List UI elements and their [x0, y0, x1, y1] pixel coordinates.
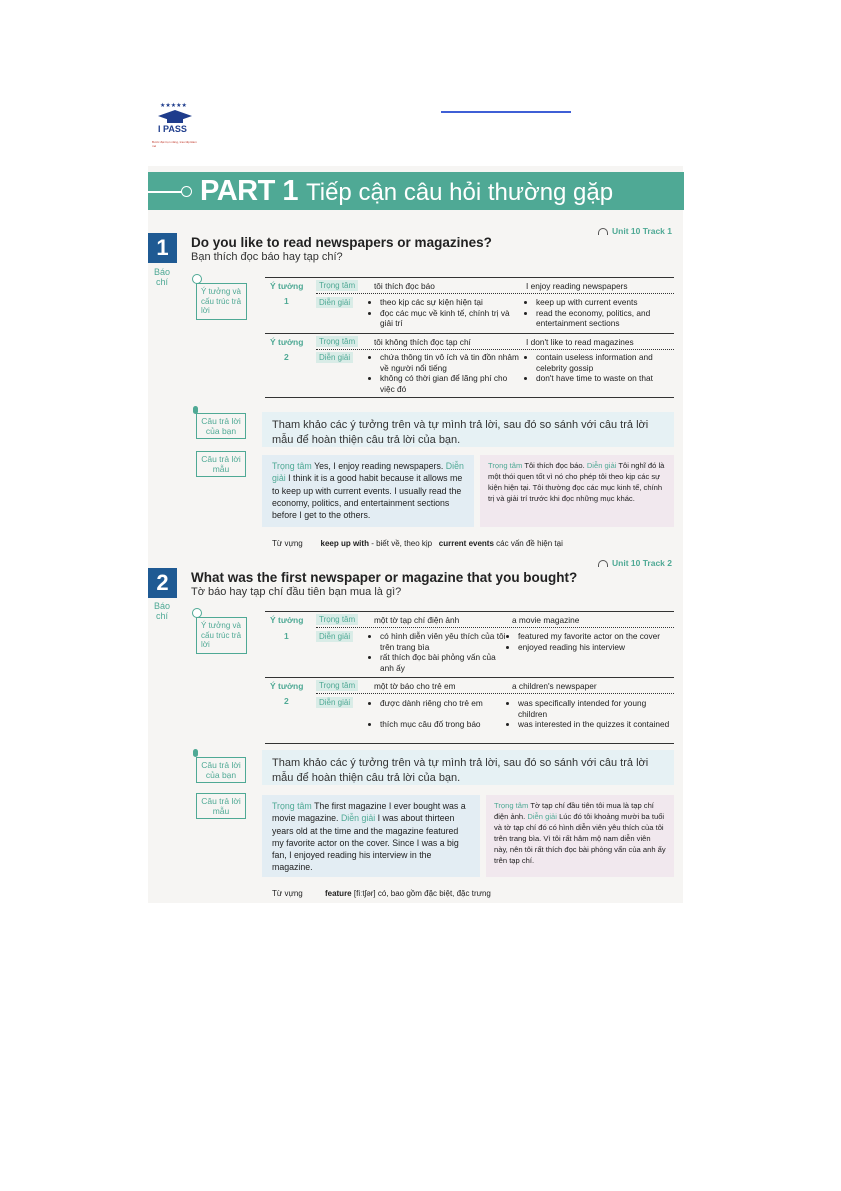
explain-marker: Diễn giải — [527, 812, 557, 821]
dotted-rule — [316, 627, 674, 628]
vocab-line — [272, 889, 491, 898]
focus-en: I don't like to read magazines — [526, 337, 634, 347]
explain-en-list — [528, 297, 674, 329]
vocab-label: Từ vựng — [272, 539, 303, 548]
vocab-term: keep up with — [320, 539, 369, 548]
idea-structure-label: Ý tưởng và cấu trúc trả lời — [196, 617, 247, 654]
focus-marker: Trọng tâm — [272, 801, 312, 811]
explain-tag: Diễn giải — [316, 352, 353, 363]
list-item: • read the economy, politics, and entertainment sections — [536, 308, 674, 329]
table-top-rule — [265, 277, 674, 278]
logo-text: I PASS — [158, 124, 187, 134]
list-item: • được dành riêng cho trẻ em — [380, 698, 506, 709]
focus-tag: Trọng tâm — [316, 614, 358, 625]
explain-marker: Diễn giải — [586, 461, 617, 470]
your-answer-label: Câu trả lời của bạn — [196, 757, 246, 783]
track-label: Unit 10 Track 1 — [612, 226, 673, 236]
practice-prompt: Tham khảo các ý tưởng trên và tự mình trả lời, sau đó so sánh với câu trả lời mẫu để hoàn thiện câu trả lời của bạn. — [262, 412, 674, 447]
focus-vn: một tờ tạp chí điện ảnh — [374, 615, 460, 625]
vocab-def: - biết về, theo kịp — [371, 539, 433, 548]
question-vn: Bạn thích đọc báo hay tạp chí? — [191, 251, 343, 263]
ipass-logo — [150, 100, 200, 150]
focus-marker: Trọng tâm — [488, 461, 523, 470]
header-link-underline — [441, 111, 571, 113]
idea-number: 1 — [284, 631, 289, 641]
explain-tag: Diễn giải — [316, 631, 353, 642]
focus-vn: tôi thích đọc báo — [374, 281, 435, 291]
explain-vn-list — [372, 631, 506, 673]
vocab-pron: [fiːtʃər] — [353, 889, 376, 898]
explain-marker: Diễn giải — [340, 813, 376, 824]
idea-number: 1 — [284, 296, 289, 306]
question-number: 2 — [148, 568, 177, 598]
list-item: • contain useless information and celebrity gossip — [536, 352, 674, 373]
dotted-rule — [316, 293, 674, 294]
list-item: • theo kịp các sự kiện hiện tại — [380, 297, 520, 308]
explain-tag: Diễn giải — [316, 697, 353, 708]
focus-tag: Trọng tâm — [316, 280, 358, 291]
svg-text:★★★★★: ★★★★★ — [160, 102, 187, 109]
question-vn: Tờ báo hay tạp chí đầu tiên bạn mua là gì? — [191, 586, 402, 598]
explain-tag: Diễn giải — [316, 297, 353, 308]
idea-label: Ý tưởng — [270, 615, 304, 625]
part-label: PART 1 — [200, 175, 298, 207]
idea-label: Ý tưởng — [270, 281, 304, 291]
list-item: • keep up with current events — [536, 297, 674, 308]
idea-structure-label: Ý tưởng và cấu trúc trả lời — [196, 283, 247, 320]
sample-focus: Yes, I enjoy reading newspapers. — [314, 461, 444, 471]
your-answer-label: Câu trả lời của bạn — [196, 413, 246, 439]
table-mid-rule — [265, 333, 674, 334]
vocab-def: có, bao gồm đặc biệt, đặc trưng — [377, 889, 491, 898]
vocab-label: Từ vựng — [272, 889, 303, 898]
focus-vn: một tờ báo cho trẻ em — [374, 681, 456, 691]
explain-vn-list — [372, 352, 520, 394]
vocab-line — [272, 539, 563, 548]
audio-track[interactable] — [598, 558, 672, 568]
list-item: • rất thích đọc bài phỏng vấn của anh ấy — [380, 652, 506, 673]
focus-en: a movie magazine — [512, 615, 580, 625]
sample-focus: Tôi thích đọc báo. — [524, 461, 585, 470]
list-item: • featured my favorite actor on the cover — [518, 631, 674, 642]
focus-vn: tôi không thích đọc tạp chí — [374, 337, 471, 347]
idea-label: Ý tưởng — [270, 337, 304, 347]
audio-track[interactable] — [598, 226, 672, 236]
track-label: Unit 10 Track 2 — [612, 558, 673, 568]
sample-answer-label: Câu trả lời mẫu — [196, 451, 246, 477]
sample-explain: I think it is a good habit because it allows me to keep up with current events. I usually read the economy, politics, and entertainment sections before I get to the others. — [272, 473, 463, 521]
table-bottom-rule — [265, 743, 674, 744]
explain-vn-list — [372, 297, 520, 329]
banner-line — [148, 191, 182, 193]
headphones-icon — [598, 560, 608, 567]
idea-number: 2 — [284, 352, 289, 362]
table-bottom-rule — [265, 397, 674, 398]
table-top-rule — [265, 611, 674, 612]
idea-number: 2 — [284, 696, 289, 706]
list-item: • enjoyed reading his interview — [518, 642, 674, 653]
sample-answer-vn — [486, 795, 674, 877]
explain-en-list — [528, 352, 674, 384]
graduation-cap-icon — [150, 100, 200, 126]
dotted-rule — [316, 349, 674, 350]
question-number: 1 — [148, 233, 177, 263]
vocab-def: các vấn đề hiện tại — [496, 539, 563, 548]
banner-circle-icon — [181, 186, 192, 197]
explain-marker: Diễn giải — [272, 461, 464, 484]
sample-focus: Tờ tạp chí đầu tiên tôi mua là tạp chí điện ảnh. — [494, 801, 654, 821]
list-item: • có hình diễn viên yêu thích của tôi trên trang bìa — [380, 631, 506, 652]
list-item: • was specifically intended for young children — [518, 698, 674, 719]
list-item: • don't have time to waste on that — [536, 373, 674, 384]
vocab-term: current events — [438, 539, 494, 548]
microphone-icon — [193, 749, 198, 757]
sample-explain: I was about thirteen years old at the time and the magazine featured my favorite actor on the cover. Since I was a big fan, I enjoyed reading his interview in the magazine. — [272, 813, 459, 873]
table-mid-rule — [265, 677, 674, 678]
vocab-term: feature — [324, 889, 352, 898]
list-item: • đọc các mục về kinh tế, chính trị và giải trí — [380, 308, 520, 329]
explain-en-list — [510, 698, 674, 730]
question-topic: Báo chí — [153, 267, 170, 287]
practice-prompt: Tham khảo các ý tưởng trên và tự mình trả lời, sau đó so sánh với câu trả lời mẫu để hoàn thiện câu trả lời của bạn. — [262, 750, 674, 785]
part-title: Tiếp cận câu hỏi thường gặp — [305, 179, 614, 206]
sample-explain: Lúc đó tôi khoảng mười ba tuổi và tờ tạp chí đó có hình diễn viên yêu thích của tôi trên trang bìa. Vì tôi rất hâm mộ nam diễn viên này, nên tôi rất thích đọc bài phỏng vấn của anh ấy trên tạp chí. — [494, 812, 666, 865]
focus-marker: Trọng tâm — [494, 801, 529, 810]
list-item: • was interested in the quizzes it contained — [518, 719, 674, 730]
focus-en: I enjoy reading newspapers — [526, 281, 628, 291]
focus-tag: Trọng tâm — [316, 680, 358, 691]
part-banner — [148, 172, 684, 210]
focus-en: a children's newspaper — [512, 681, 597, 691]
focus-marker: Trọng tâm — [272, 461, 312, 471]
explain-vn-list — [372, 698, 506, 729]
sample-answer-en — [262, 795, 480, 877]
sample-explain: Tôi nghĩ đó là một thói quen tốt vì nó cho phép tôi theo kịp các sự kiện hiện tại. Tôi thường đọc các mục kinh tế, chính trị và giải trí trước khi đọc những mục khác. — [488, 461, 665, 503]
list-item: • không có thời gian để lãng phí cho việc đó — [380, 373, 520, 394]
idea-label: Ý tưởng — [270, 681, 304, 691]
question-topic: Báo chí — [153, 601, 170, 621]
logo-tagline: Bước đạt trọn năng, trau lấp Đam mê — [152, 140, 197, 148]
focus-tag: Trọng tâm — [316, 336, 358, 347]
banner-title — [200, 175, 613, 208]
dotted-rule — [316, 693, 674, 694]
sample-focus: The first magazine I ever bought was a movie magazine. — [272, 801, 466, 824]
question-en: Do you like to read newspapers or magazines? — [191, 235, 492, 250]
sample-answer-en — [262, 455, 474, 527]
question-en: What was the first newspaper or magazine that you bought? — [191, 570, 578, 585]
sample-answer-label: Câu trả lời mẫu — [196, 793, 246, 819]
list-item: • chứa thông tin vô ích và tin đồn nhảm về người nổi tiếng — [380, 352, 520, 373]
sample-answer-vn — [480, 455, 674, 527]
list-item: • thích mục câu đố trong báo — [380, 719, 506, 730]
explain-en-list — [510, 631, 674, 652]
headphones-icon — [598, 228, 608, 235]
